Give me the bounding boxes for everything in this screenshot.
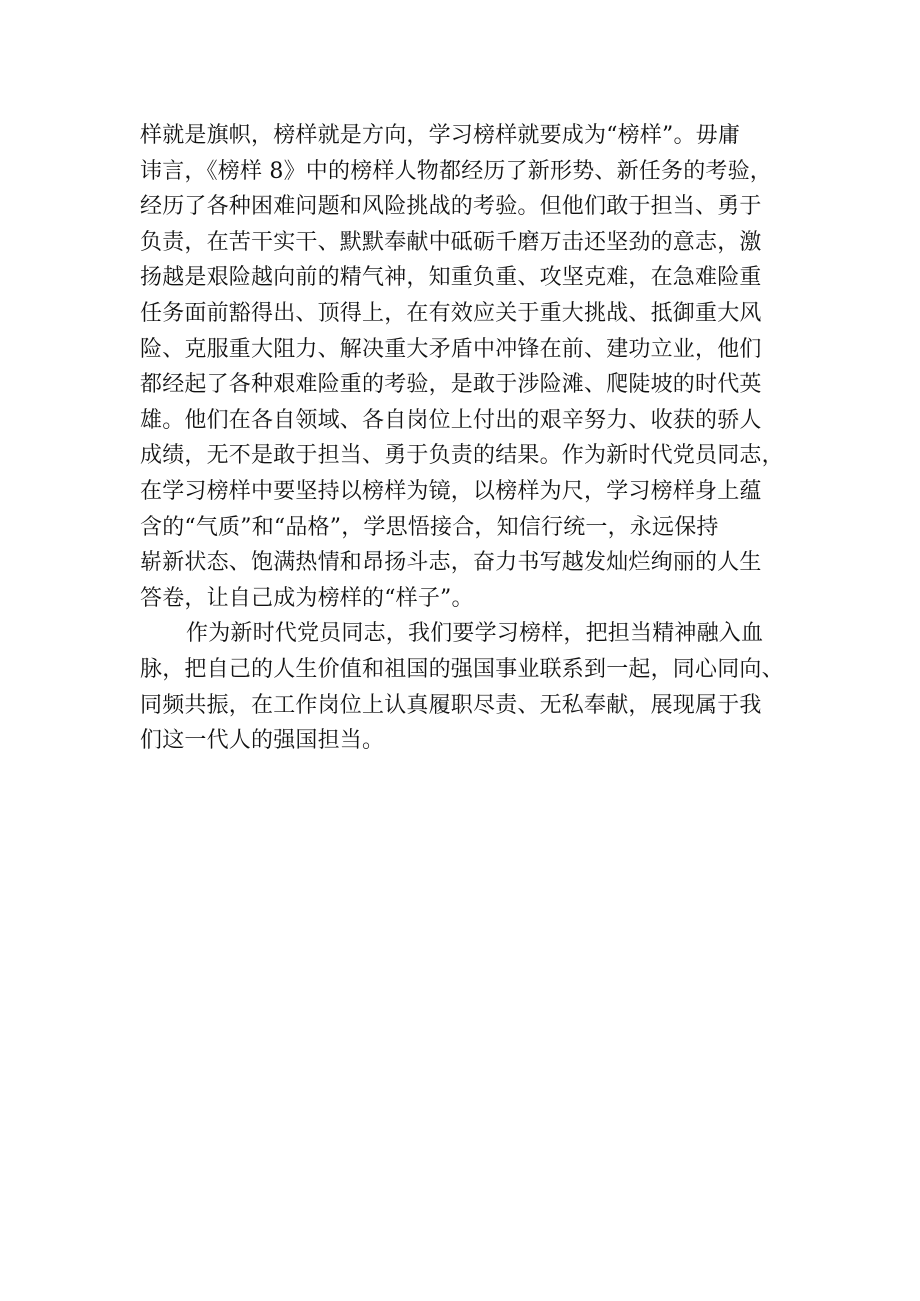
text-line: 险、克服重大阻力、解决重大矛盾中冲锋在前、建功立业，他们 bbox=[140, 336, 762, 362]
text-line: 们这一代人的强国担当。 bbox=[140, 728, 385, 754]
text-line: 样就是旗帜，榜样就是方向，学习榜样就要成为“榜样”。毋庸 bbox=[140, 123, 741, 148]
body-text bbox=[140, 118, 800, 759]
text-line: 都经起了各种艰难险重的考验，是敢于涉险滩、爬陡坡的时代英 bbox=[140, 372, 762, 398]
text-line-indented bbox=[140, 616, 800, 652]
text-line: 任务面前豁得出、顶得上，在有效应关于重大挑战、抵御重大风 bbox=[140, 300, 762, 326]
text-line: 含的“气质”和“品格”，学思悟接合，知信行统一，永远保持 bbox=[140, 514, 719, 540]
text-line: 成绩，无不是敢于担当、勇于负责的结果。作为新时代党员同志， bbox=[140, 443, 784, 469]
text-line: 扬越是艰险越向前的精气神，知重负重、攻坚克难，在急难险重 bbox=[140, 265, 762, 291]
text-line: 崭新状态、饱满热情和昂扬斗志，奋力书写越发灿烂绚丽的人生 bbox=[140, 550, 762, 576]
text-line: 负责，在苦干实干、默默奉献中砥砺千磨万击还坚劲的意志，激 bbox=[140, 229, 762, 255]
text-line: 同频共振，在工作岗位上认真履职尽责、无私奉献，展现属于我 bbox=[140, 692, 762, 718]
paragraph-2 bbox=[140, 616, 800, 758]
text-line: 脉，把自己的人生价值和祖国的强国事业联系到一起，同心同向、 bbox=[140, 656, 784, 682]
text-line: 雄。他们在各自领域、各自岗位上付出的艰辛努力、收获的骄人 bbox=[140, 407, 762, 433]
text-line: 答卷，让自己成为榜样的“样子”。 bbox=[140, 585, 474, 611]
text-line: 讳言，《榜样 8》中的榜样人物都经历了新形势、新任务的考验， bbox=[140, 158, 772, 184]
paragraph-1 bbox=[140, 118, 800, 616]
text-line: 在学习榜样中要坚持以榜样为镜，以榜样为尺，学习榜样身上蕴 bbox=[140, 478, 762, 504]
text-line-content: 作为新时代党员同志，我们要学习榜样，把担当精神融入血 bbox=[186, 621, 764, 647]
text-line: 经历了各种困难问题和风险挑战的考验。但他们敢于担当、勇于 bbox=[140, 194, 762, 220]
